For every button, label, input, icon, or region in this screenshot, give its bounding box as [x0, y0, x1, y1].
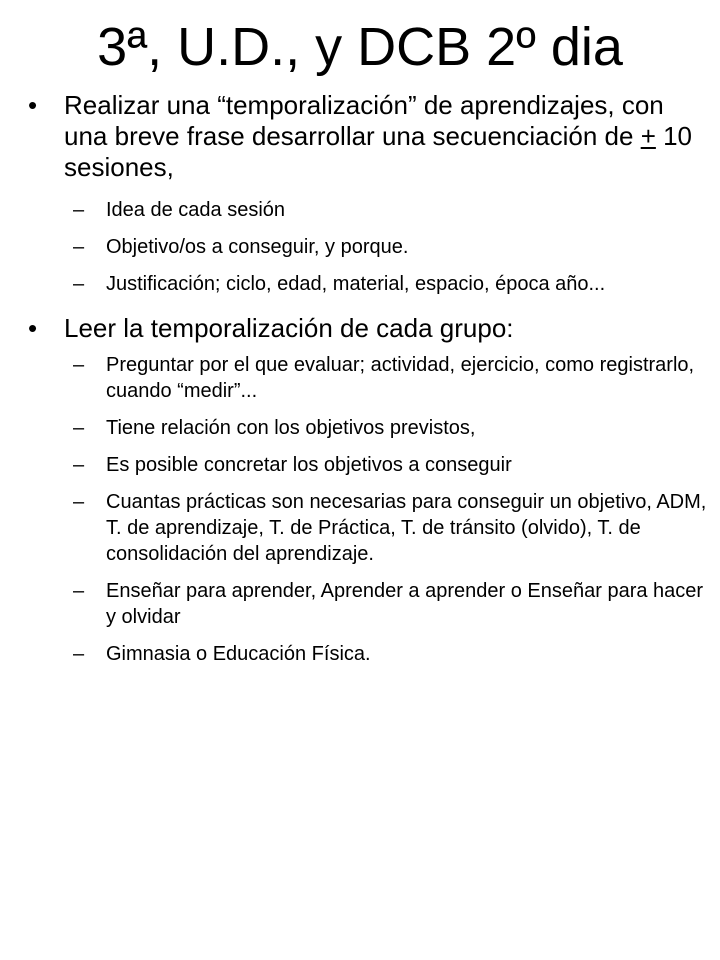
sub-item-text: Tiene relación con los objetivos previstos,	[106, 417, 476, 439]
dash-marker: –	[73, 417, 85, 439]
sub-item	[28, 578, 708, 630]
bullet-text-part-2: 10 sesiones,	[64, 121, 693, 182]
sub-item	[28, 452, 708, 478]
sub-item	[28, 352, 708, 404]
sub-item	[28, 641, 708, 667]
sub-item-text: Preguntar por el que evaluar; actividad, ejercicio, como registrarlo, cuando “medir”...	[106, 354, 695, 402]
sub-item	[28, 415, 708, 441]
dash-marker: –	[73, 580, 85, 602]
dash-marker: –	[73, 454, 85, 476]
dash-marker: –	[73, 643, 85, 665]
sub-item	[28, 234, 708, 260]
bullet-item-temporalizacion	[28, 90, 708, 183]
sub-item-text: Objetivo/os a conseguir, y porque.	[106, 236, 409, 258]
sub-item-text: Es posible concretar los objetivos a conseguir	[106, 454, 512, 476]
dash-marker: –	[73, 199, 85, 221]
sub-item-text: Enseñar para aprender, Aprender a aprender o Enseñar para hacer y olvidar	[106, 580, 704, 628]
dash-marker: –	[73, 354, 85, 376]
sub-item-text: Cuantas prácticas son necesarias para conseguir un objetivo, ADM, T. de aprendizaje, T. de Práctica, T. de tránsito (olvido), T. de consolidación del aprendizaje.	[106, 491, 707, 565]
sub-item	[28, 489, 708, 567]
dash-marker: –	[73, 273, 85, 295]
plus-minus-sign: +	[640, 121, 656, 151]
bullet-item-leer-temporalizacion	[28, 313, 708, 344]
bullet-marker: •	[28, 313, 38, 343]
sub-item-text: Justificación; ciclo, edad, material, espacio, época año...	[106, 273, 606, 295]
bullet-marker: •	[28, 90, 38, 120]
slide-content	[28, 84, 708, 667]
sub-item-text: Idea de cada sesión	[106, 199, 286, 221]
sub-item	[28, 197, 708, 223]
bullet-text-part-1: Realizar una “temporalización” de aprendizajes, con una breve frase desarrollar una secuenciación de	[64, 90, 664, 151]
dash-marker: –	[73, 236, 85, 258]
sub-item-text: Gimnasia o Educación Física.	[106, 643, 371, 665]
dash-marker: –	[73, 491, 85, 513]
sub-item	[28, 271, 708, 297]
slide-title: 3ª, U.D., y DCB 2º dia	[97, 17, 623, 77]
bullet-text: Leer la temporalización de cada grupo:	[64, 313, 514, 343]
